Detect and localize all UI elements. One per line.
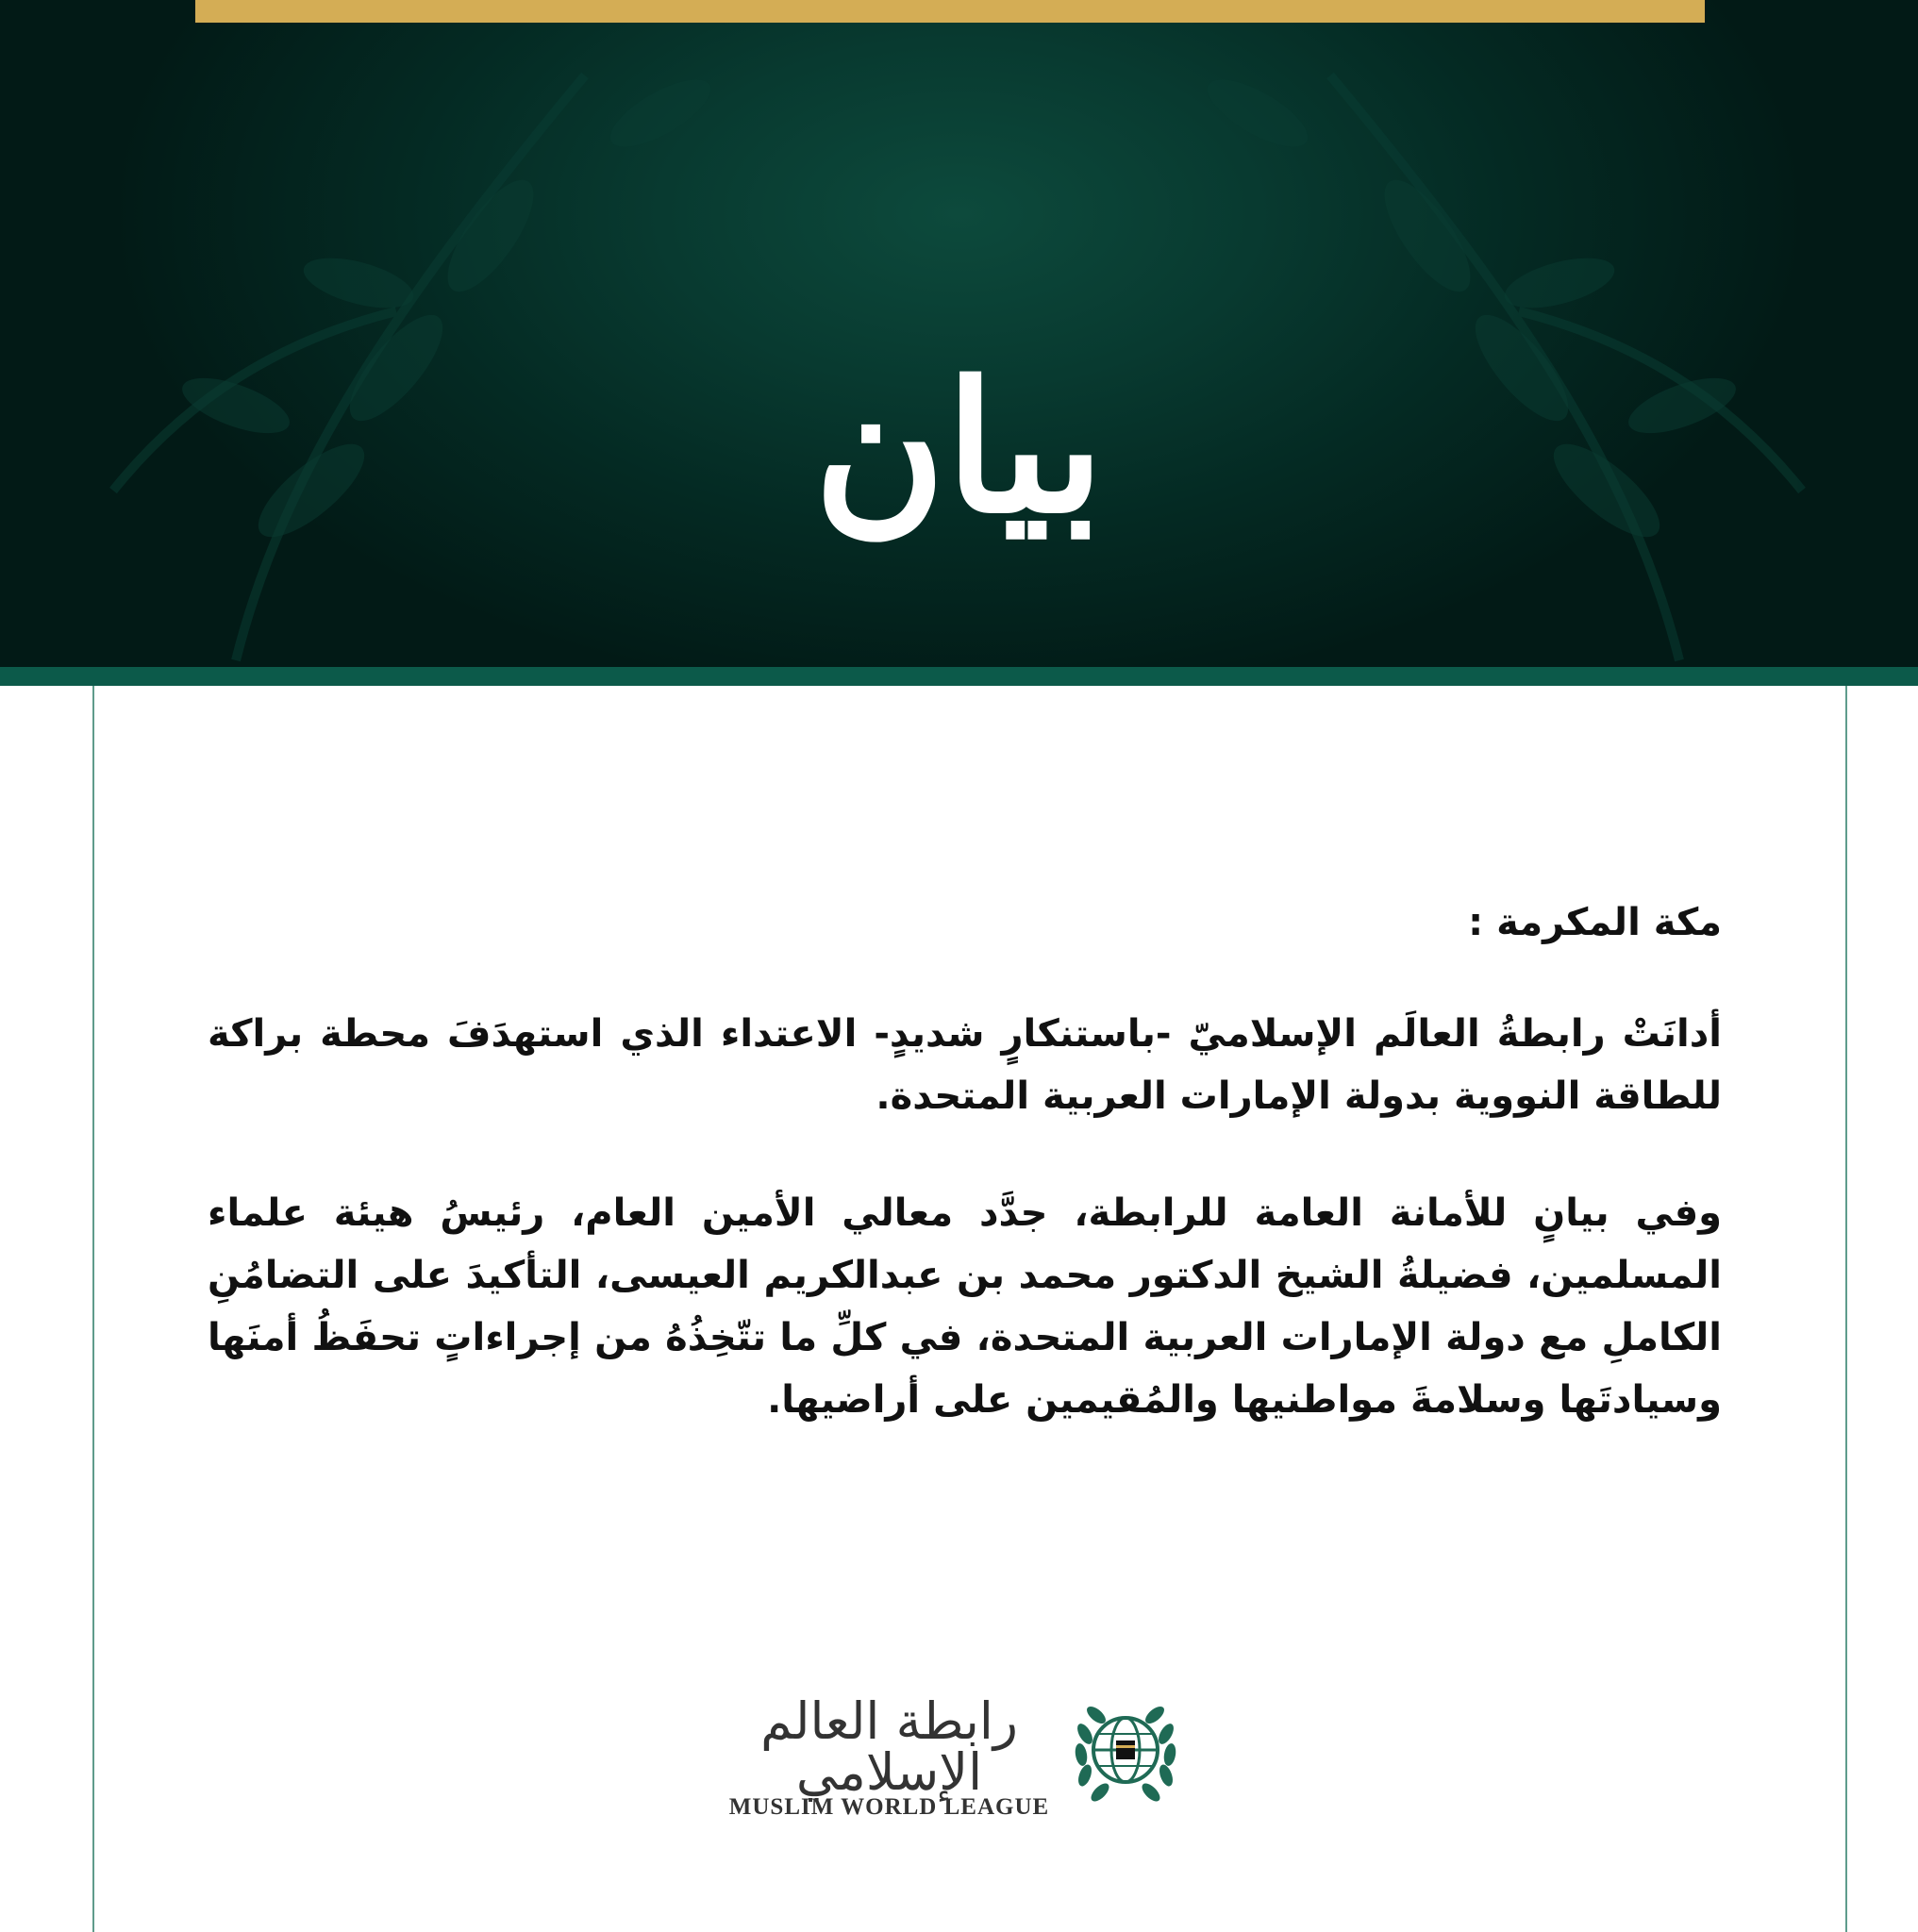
logo-english-name: MUSLIM WORLD LEAGUE	[728, 1794, 1050, 1820]
leaf-pattern-decoration	[0, 0, 1918, 667]
header-banner	[0, 0, 1918, 667]
paragraph-1: أدانَتْ رابطةُ العالَم الإسلاميّ -باستنكارٍ شديدٍ- الاعتداء الذي استهدَفَ محطة براكة للطاقة النووية بدولة الإمارات العربية المتحدة.	[208, 1012, 1722, 1118]
left-frame-line	[92, 686, 94, 1932]
green-band-divider	[0, 667, 1918, 686]
right-frame-line	[1845, 686, 1847, 1932]
paragraph-2: وفي بيانٍ للأمانة العامة للرابطة، جدَّد معالي الأمين العام، رئيسُ هيئة علماء المسلمين، فضيلةُ الشيخ الدكتور محمد بن عبدالكريم العيسى، التأكيدَ على التضامُنِ الكاملِ مع دولة الإمارات العربية المتحدة، في كلِّ ما تتّخِذُهُ من إجراءاتٍ تحفَظُ أمنَها وسيادتَها وسلامةَ مواطنيها والمُقيمين على أراضيها.	[208, 1191, 1722, 1422]
statement-body	[208, 891, 1722, 1486]
dateline: مكة المكرمة :	[1468, 901, 1722, 944]
globe-wreath-icon	[1064, 1689, 1187, 1811]
logo-arabic-name: رابطة العالم الإسلامي	[760, 1691, 1018, 1802]
muslim-world-league-logo	[726, 1689, 1217, 1821]
page-title: بيان	[813, 342, 1105, 553]
